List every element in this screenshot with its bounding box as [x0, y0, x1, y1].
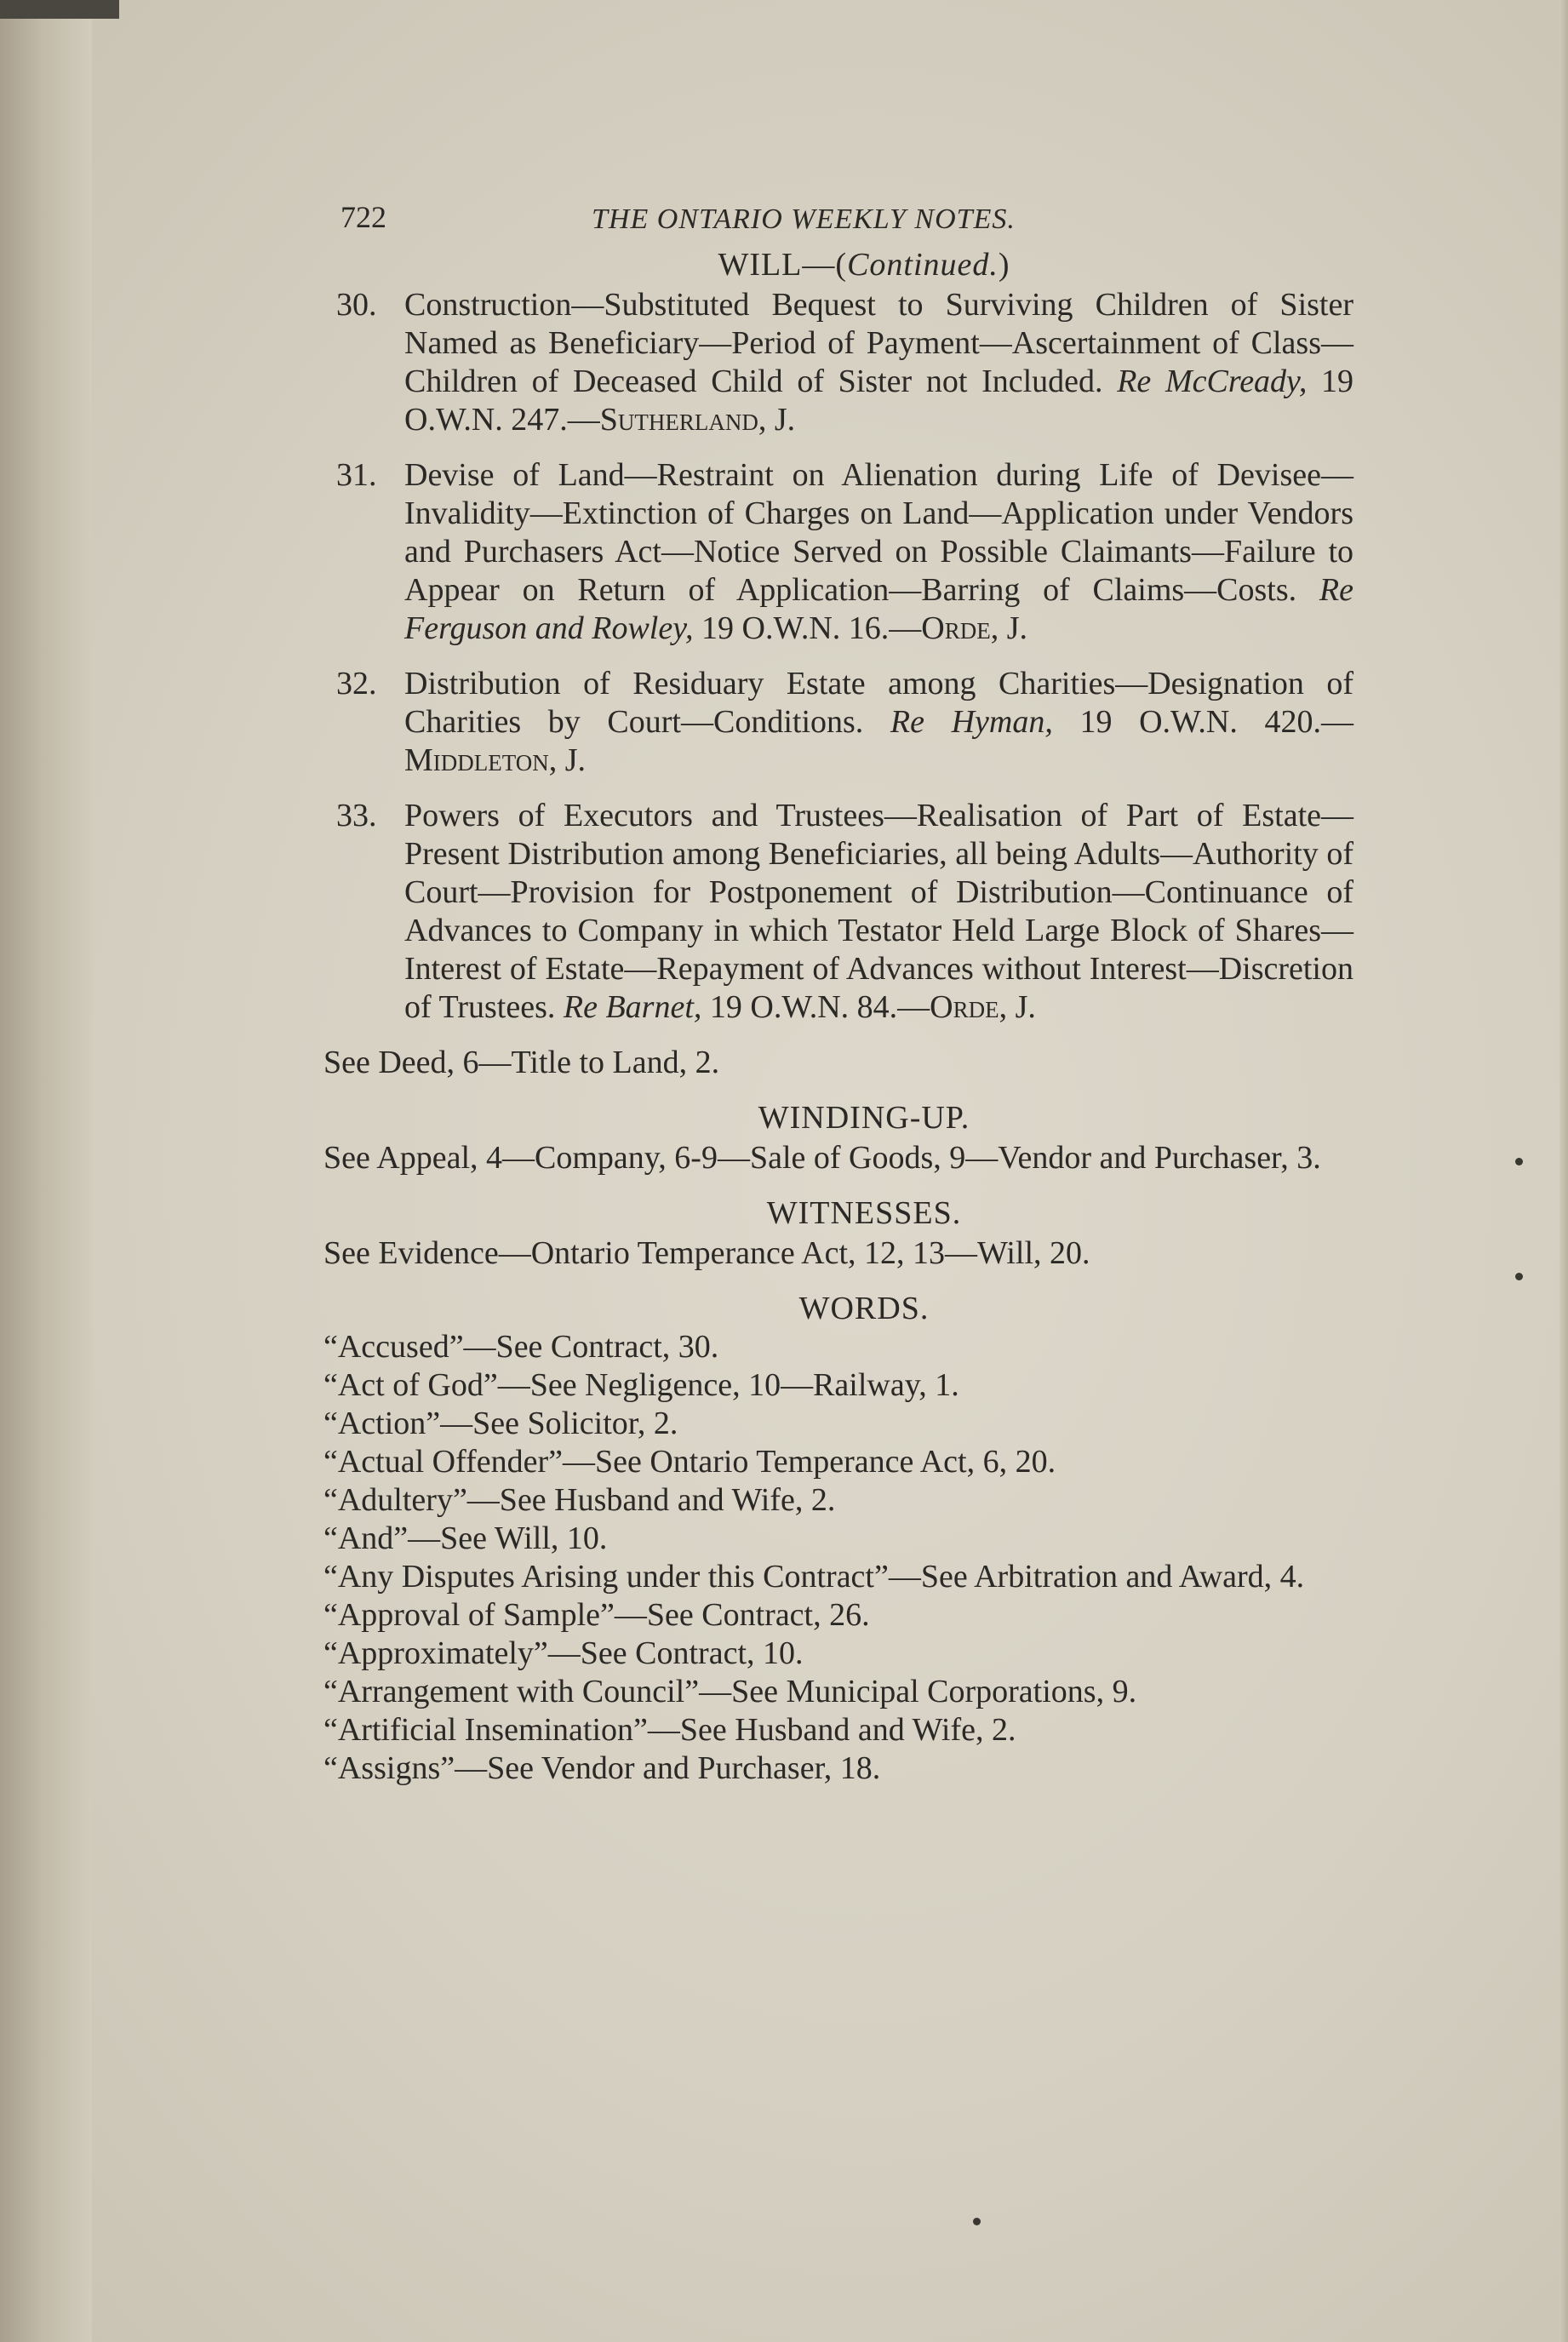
judge-name: Orde	[930, 989, 999, 1025]
see-also-will: See Deed, 6—Title to Land, 2.	[323, 1045, 720, 1080]
page-gutter	[0, 0, 92, 2342]
entry-text: Powers of Executors and Trustees—Realisation of Part of Estate—Present Distribution among Beneficiaries, all being Adults—Authority of Court—Provision for Postponement of Distribution—Continuance of Advances to Company in which Testator Held Large Block of Shares—Interest of Estate—Repayment of Advances without Interest—Discretion of Trustees.	[404, 798, 1353, 1025]
case-name: Re Barnet,	[563, 989, 702, 1025]
speck-mark	[1515, 1273, 1523, 1280]
judge-suffix: , J.	[990, 610, 1028, 646]
section-title-words: WORDS.	[798, 1291, 930, 1326]
section-title-winding-up: WINDING-UP.	[758, 1100, 970, 1136]
page-edge	[1559, 0, 1568, 2342]
word-entry: “Adultery”—See Husband and Wife, 2.	[323, 1482, 836, 1518]
entry-text: Construction—Substituted Bequest to Surviving Children of Sister Named as Beneficiary—Period of Payment—Ascertainment of Class—Children of Deceased Child of Sister not Included.	[404, 287, 1353, 399]
case-name: Re Ferguson and Rowley,	[404, 572, 1353, 646]
will-entry	[323, 797, 1353, 1027]
word-entry: “Accused”—See Contract, 30.	[323, 1329, 719, 1365]
word-entry: “Approximately”—See Contract, 10.	[323, 1635, 804, 1671]
word-entry: “Approval of Sample”—See Contract, 26.	[323, 1597, 870, 1633]
citation: 19 O.W.N. 16.—	[693, 610, 922, 646]
word-entry: “And”—See Will, 10.	[323, 1520, 608, 1556]
word-entry: “Arrangement with Council”—See Municipal Corporations, 9.	[323, 1674, 1137, 1709]
word-entry: “Action”—See Solicitor, 2.	[323, 1406, 678, 1441]
judge-suffix: , J.	[758, 402, 796, 438]
words-list	[323, 1328, 1353, 1788]
word-entry: “Any Disputes Arising under this Contract”—See Arbitration and Award, 4.	[323, 1559, 1305, 1595]
see-also-winding-up: See Appeal, 4—Company, 6-9—Sale of Goods, 9—Vendor and Purchaser, 3.	[323, 1140, 1321, 1176]
will-entry	[323, 286, 1353, 439]
citation: 19 O.W.N. 420.—	[1052, 704, 1353, 740]
binding-shadow	[0, 0, 119, 19]
see-also-witnesses: See Evidence—Ontario Temperance Act, 12, 13—Will, 20.	[323, 1235, 1090, 1271]
section-title-will: WILL—(Continued.)	[718, 247, 1010, 283]
word-entry: “Actual Offender”—See Ontario Temperance Act, 6, 20.	[323, 1444, 1056, 1480]
entry-text: Distribution of Residuary Estate among Charities—Designation of Charities by Court—Conditions.	[404, 666, 1353, 740]
judge-suffix: , J.	[548, 742, 587, 778]
judge-name: Middleton	[404, 742, 549, 778]
running-head	[323, 183, 1353, 234]
judge-name: Sutherland	[599, 402, 758, 438]
judge-name: Orde	[921, 610, 991, 646]
citation: 19 O.W.N. 247.—	[404, 364, 1353, 438]
case-name: Re Hyman,	[890, 704, 1053, 740]
word-entry: “Act of God”—See Negligence, 10—Railway, 1.	[323, 1367, 959, 1403]
speck-mark	[973, 2218, 981, 2225]
judge-suffix: , J.	[999, 989, 1036, 1025]
page-number: 722	[340, 200, 386, 234]
journal-title: THE ONTARIO WEEKLY NOTES.	[592, 203, 1016, 235]
case-name: Re McCready,	[1117, 364, 1308, 399]
will-entry	[323, 665, 1353, 780]
entry-number: 33.	[336, 798, 377, 833]
entry-number: 30.	[336, 287, 377, 323]
word-entry: “Assigns”—See Vendor and Purchaser, 18.	[323, 1750, 881, 1786]
will-entry	[323, 456, 1353, 648]
speck-mark	[1515, 1158, 1523, 1165]
entry-number: 32.	[336, 666, 377, 701]
page-text	[323, 183, 1353, 1788]
entry-number: 31.	[336, 457, 377, 493]
section-title-witnesses: WITNESSES.	[766, 1195, 962, 1231]
citation: 19 O.W.N. 84.—	[701, 989, 930, 1025]
word-entry: “Artificial Insemination”—See Husband and Wife, 2.	[323, 1712, 1016, 1748]
entry-text: Devise of Land—Restraint on Alienation during Life of Devisee—Invalidity—Extinction of Charges on Land—Application under Vendors and Purchasers Act—Notice Served on Possible Claimants—Failure to Appear on Return of Application—Barring of Claims—Costs.	[404, 457, 1353, 608]
